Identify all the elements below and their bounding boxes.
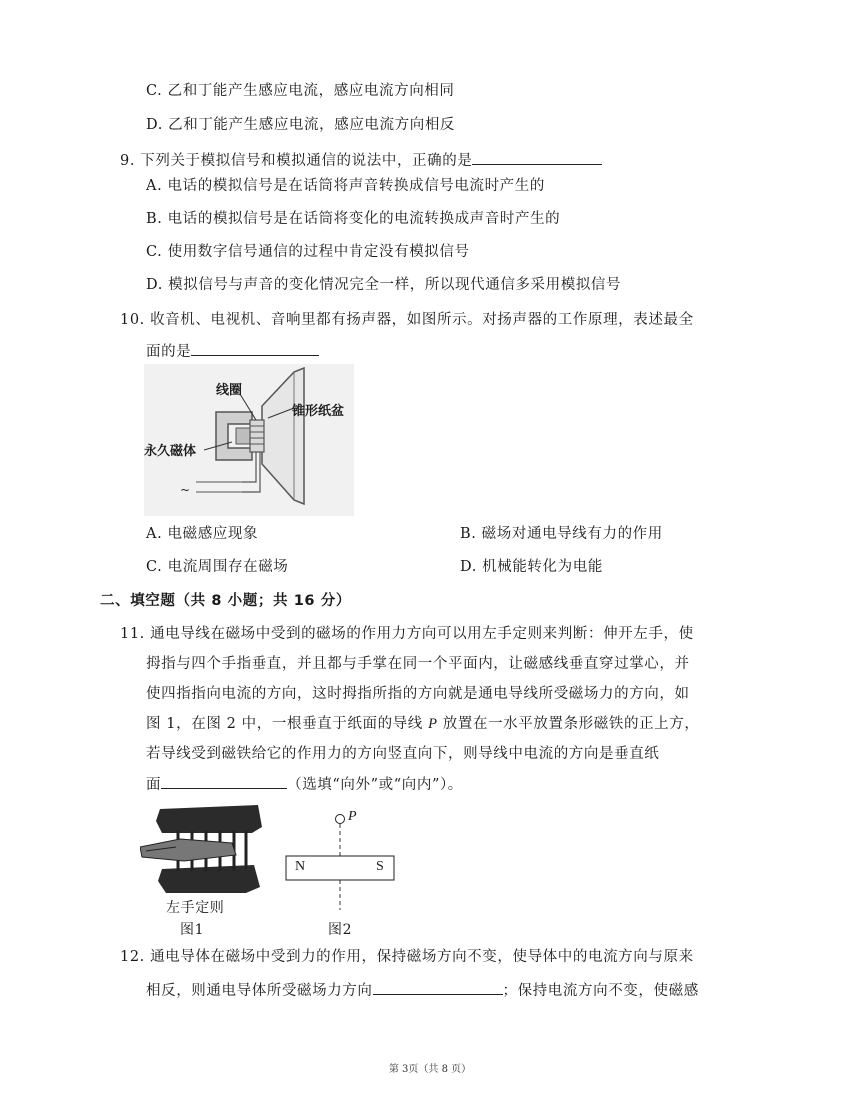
- q9-stem: [120, 148, 602, 171]
- q8-option-c: C. 乙和丁能产生感应电流，感应电流方向相同: [146, 83, 455, 99]
- speaker-label-cone: 锥形纸盆: [292, 404, 345, 419]
- figure1-caption: 左手定则: [166, 900, 225, 916]
- q11-line4-a: 图 1，在图 2 中，一根垂直于纸面的导线: [146, 716, 429, 732]
- q11-conductor-p: P: [428, 716, 438, 732]
- q10-stem-line2: [146, 339, 319, 362]
- q11-line1: 11. 通电导线在磁场中受到的磁场的作用力方向可以用左手定则来判断：伸开左手，使: [120, 626, 694, 642]
- q11-line6-b: （选填“向外”或“向内”）。: [287, 777, 463, 793]
- q9-answer-blank[interactable]: [472, 148, 602, 165]
- q8-option-d: D. 乙和丁能产生感应电流，感应电流方向相反: [146, 117, 456, 133]
- speaker-label-magnet: 永久磁体: [144, 444, 197, 459]
- q9-option-d: D. 模拟信号与声音的变化情况完全一样，所以现代通信多采用模拟信号: [146, 277, 622, 293]
- figure1-label: 图1: [180, 922, 205, 938]
- q10-option-d: D. 机械能转化为电能: [460, 559, 603, 575]
- q12-line2: [146, 978, 699, 1001]
- q11-line4: [146, 714, 699, 734]
- figure1-left-hand-rule: [140, 803, 264, 895]
- q10-option-a: A. 电磁感应现象: [146, 526, 259, 542]
- left-hand-rule-icon: [140, 803, 264, 895]
- q11-answer-blank[interactable]: [161, 772, 287, 789]
- q10-option-b: B. 磁场对通电导线有力的作用: [460, 526, 663, 542]
- q10-stem-line1: 10. 收音机、电视机、音响里都有扬声器，如图所示。对扬声器的工作原理，表述最全: [120, 312, 694, 328]
- page-footer: 第 3页（共 8 页）: [388, 1064, 472, 1075]
- speaker-label-ac: ~: [180, 483, 191, 497]
- q11-line3: 使四指指向电流的方向，这时拇指所指的方向就是通电导线所受磁场力的方向，如: [146, 686, 690, 702]
- q12-answer-blank[interactable]: [373, 978, 503, 995]
- q12-line2-b: ；保持电流方向不变，使磁感: [502, 983, 699, 999]
- figure2-label: 图2: [328, 922, 353, 938]
- q10-answer-blank[interactable]: [191, 339, 319, 356]
- q11-line6: [146, 772, 463, 795]
- q9-option-a: A. 电话的模拟信号是在话筒将声音转换成信号电流时产生的: [146, 178, 545, 194]
- q12-line1: 12. 通电导体在磁场中受到力的作用，保持磁场方向不变，使导体中的电流方向与原来: [120, 949, 694, 965]
- q11-line4-b: 放置在一水平放置条形磁铁的正上方，: [437, 716, 700, 732]
- q10-stem-text: 面的是: [146, 344, 192, 360]
- q9-option-c: C. 使用数字信号通信的过程中肯定没有模拟信号: [146, 244, 470, 260]
- section-title-fill-in: 二、填空题（共 8 小题；共 16 分）: [100, 593, 351, 609]
- figure2-north-pole: N: [295, 859, 306, 874]
- q11-line2: 拇指与四个手指垂直，并且都与手掌在同一个平面内，让磁感线垂直穿过掌心，并: [146, 656, 690, 672]
- figure2-south-pole: S: [376, 859, 384, 874]
- q12-line2-a: 相反，则通电导体所受磁场力方向: [146, 983, 373, 999]
- q11-line6-a: 面: [146, 777, 162, 793]
- speaker-label-coil: 线圈: [216, 383, 243, 398]
- q11-line5: 若导线受到磁铁给它的作用力的方向竖直向下，则导线中电流的方向是垂直纸: [146, 746, 660, 762]
- speaker-figure: [144, 364, 354, 516]
- figure2-conductor-p: P: [348, 809, 357, 824]
- q10-option-c: C. 电流周围存在磁场: [146, 559, 289, 575]
- q9-option-b: B. 电话的模拟信号是在话筒将变化的电流转换成声音时产生的: [146, 211, 561, 227]
- figure2-magnet: [285, 809, 397, 924]
- q9-stem-text: 9. 下列关于模拟信号和模拟通信的说法中，正确的是: [120, 153, 473, 169]
